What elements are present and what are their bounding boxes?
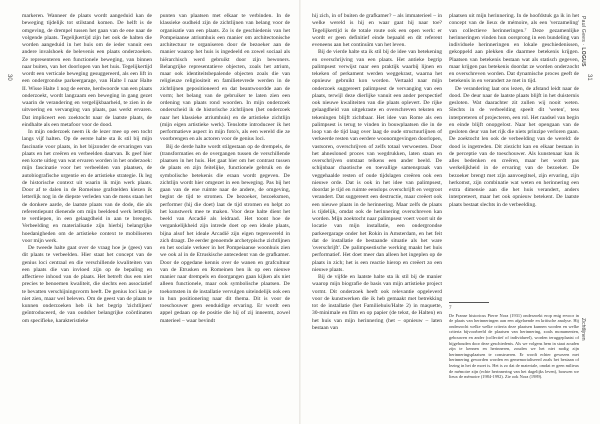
paragraph: De tweede halte gaat over de vraag hoe je (gees) van dit plaats te verbeelden. Hier staat het concept van de genius loci centraal en die verschillende kwaliteiten van een plaats die van invloed zijn op de bepaling en affectieve inhoud van de plaats. Het betreft dus een niet precies te benoemen kwaliteit, die slechts een associatief te bevatten verschijningsvorm heeft. De genius loci kan je niet zien, maar wel beleven. Om de geest van de plaats te kunnen onderzoeken heb ik het begrip 'zichtlijnen' geïntroduceerd, de van oudsher belangrijke coördinaten om specifieke, karakteristieke — [22, 245, 152, 324]
right-page-number: 31 — [586, 74, 592, 81]
paragraph: markeren. Wanneer de plaats wordt aangeduid kan de beweging tijdelijk tot stilstand komen. De helft is de omgeving, de drempel tussen het gaan van de ene naar de volgende plaats. Tegelijkertijd zijn het ook de halten die worden aangeduid in het huis om de ieder vanuit een andere invalshoek de belevenis een plaats onderzoeken. Ze representeren een functionele beweging, van binnen naar buiten, van het doorlopen van het huis. Tegelijkertijd wordt een verticale beweging gesuggereerd, als een lift in een ondergrondse parkeergarage, van Halte I naar Halte II. Wisse Halte 1 nog de eerste, herdwoorde van een plaats onderzoekt, wordt langzaam een beweging in gang gezet waarin de verandering en vergelijkbaarheid, te zien in de uitvoering en vervanging van plaats, pas werkt ervaren. Dat impliceert een zoektocht naar de laatste plaats, de eindhalte als een metafoor voor de dood. — [22, 13, 152, 128]
page-gutter — [299, 0, 301, 424]
paragraph: Bij de vierde halte sta ik stil bij de idee van betekening en overschrijving van een plaats. Het antieke begrip palimpsest verwijst naar een praktijk waarbij lijnen en tekeken of perkament werden weggekrast, waarna het opnieuw gebruikt kon worden. Vertaald naar mijn onderzoek suggereert palimpsest de vervanging van een plaats, terwijl deze dierlijke vanuit een ander perspectief ook nieuwe kwaliteiten van die plaats oplevert. De rijke gelaagdheid van uitgekraste en overschreven teksten en tekeningen blijft zichtbaar. Het idee van Rome als een palimpsest is terug te vinden in bouwplaatsen die in de loop van de tijd laag over laag de oude structuurlijnen of verkeerde resten van eerdere woonomgevingen doorlopen, vastsoren, overschrijven of zelfs totaal verwoesten. Door het ahnesloned proces van wegdrukken, laten staan en overschrijven ontstaat telkens een ander beeld. De schijnbaar chaotische en toevallige samenspraak van veggehaalde resten of oude tijdslagen creëren ook een nieuwe orde. Dat is ook in het idee van palimpsest, doordat je tijd en ruimte eenslops overschrijft en vergroot verandert. Dat suggereert een destructie, maar creëert ook een nieuwe plaats in de herinnering. Maar zelfs de plaats is tijdelijk, omdat ook de herinnering overschreven kan worden. Mijn zoektocht naar palimpsest voert voort uit de locatie van mijn installatie, een ondergrondse parkeergarage onder het Rokin in Amsterdam, en het feit dat de installatie de bestaande situatie als het ware 'overschrijft'. De palimpsestische werking maakt het huis performatief. Het doet meer dan alleen het ingeplen op de plaats in zich; het is een reactie hierop en creëert zo een nieuwe plaats. — [312, 49, 442, 273]
running-head-author: Paul Gees — [580, 16, 586, 43]
footnote-divider — [449, 302, 489, 303]
paragraph: hij zich, in of buiten de grafkamer? – als immaterieel – in welke wereld is hij en waar gaat hij naar toe? Tegelijkertijd is de totale route ook een open werk: er wordt er geen definitief einde bepaald en dit referent eveneens aan het continuïm van het leven. — [312, 13, 442, 48]
text-column-4 — [449, 13, 579, 299]
footnote-number: 7 — [449, 306, 452, 311]
paragraph: Bij de vijfde en laatste halte sta ik stil bij de manier waarop mijn biografie de basis van mijn artistieke project vormt. Dit onderzoek heeft ook relevantie opgeleverd voor de kunstwerken die ik heb gemaakt met betrekking tot de installatie (het Familiehuis/Halte 2) in maquette, 30-minimale en film en op papier (de tekst, de Halten) en het huis van mijn herinnering (het – opnieuw – laten bestaan van — [312, 274, 442, 331]
running-head: Paul Gees · LOGUS — [580, 16, 586, 67]
paragraph: De verandering laat ons lezen, de afstand leidt naar de dood. De deur naar de laatste plaats blijft in het duisternis gesloten. Wat daarachter zit zullen wij nooit weten. Slechts in de verbeelding speelt dit 'weten', tess interpreteren of projecteren, een rol. Het raadsel van begin en einde blijft onopgelost. Naar het opengaan van de gesloten deur van het rijk die niets prinzipe verloren gaan. De zoektocht len ook de verbeelding van de wereld: de dood is ingetreden. Dit ziezicht kan en elkaar bestaan in de perceptie van de toeschouwer. Als kunstenaar kan ik alles bedenken en creëren, maar het wordt pas werkelijkheid in de ervaring van de bezoeker. De bezoeker brengt met zijn aanvoegitsel, zijn ervaring, zijn herkomst, zijn combinatie wat weten en herinnering een extra dimensie aan die het huis verandert, anders interpreteert, maar het ook opnieuw betekent. De laatste plaats bestaat slechts in de verbeelding. — [449, 85, 579, 208]
section-label: Zichtlijnen — [580, 318, 586, 341]
paragraph: Bij de derde halte wordt stilgestaan op de drempels, de (transformaties en de overgangen tussen de verschillende plaatsen in het huis. Het gaat hier om het contrast tussen de plaats en zijn feitelijke, functionele gebruik en de symbolische betekenis die eraan wordt gegeven. De zichtlijn wordt hier omgezet in een beweging. Pas bij het gaan van de ene ruimte naar de andere, de omgeving, begint de tijd te stromen. De bezoeker, bezoeksmen, performer (hij die doet) laat de tijd stromen en helpt zo het kunstwerk mee te maken. Voor deze halte dient het beeld van Arcadië als leidraad. Het toont hoe de vergankelijkheid zijn intrede doet op een ideale plaats, bijna alsof het ideale Arcadië zijn eigen tegenwereld in zich draagt. De eerder genoemde archetypische zichtlijnen en het sociale verkeer in het Pompeiaanse woonhuis zien we ook al in de Etruskische antecedent van de grafkamer. Door de opgedane kennis over de wanen en grafcultuur van de Etrusken en Romeinen ben ik op een nieuwe manier naar drempels en doorgangen gaan kijken als niet alleen functionele, maar ook symbolische plaatsen. De toekomsten in de installatie vervulgen uiteindelijk ook een in hun positionering naar dit thema. Dit is voor de toeschouwer geen eenduidige ervaring. Er wordt een appel gedaan op de positie die hij of zij inneemt, zowel materieel – waar bevindt — [160, 143, 290, 324]
text-column-2 — [160, 13, 290, 395]
running-head-title: LOGUS — [580, 47, 586, 67]
paragraph: In mijn onderzoek neem ik de lezer mee op een tocht langs vijf halten. Op de eerste halte sta ik stil bij mijn fascinatie voor plaats, in het bijzonder de ervaringen van plaats en het creëren en verbeelden daarvan. Ik geef hier een korte uitleg van wat ervaren worden in het onderzoek: mijn fascinatie voor het verbeelden van plaatsen, de autobiografische urgentie en de artistieke strategie. Ik leg de historische context uit waarin ik mijn werk plaats. Door af te dalen in de Romeinse grafstelden kiezen ik letterlijk nog in de diepste verleden van de mens staan het de donkere aarde, de laatste plaats van de dode, die als referentiepunt dienende om mijn beeldend werk letterlijk te verdiepen, in een gelaagdheid in aan te brengen. Verbeelding en materialisatie zijn hierbij belangrijke hoedanigheden om de artistieke context te mobiliseren voor mijn werk. — [22, 129, 152, 244]
footnote — [449, 306, 579, 380]
left-page-number: 30 — [6, 74, 12, 81]
text-column-3 — [312, 13, 442, 395]
footnote-text: De Franse historicus Pierre Nora (1931) onderzoekt erop enig ervoor in de plaats van herinneringen aan een afgelaende en kritische analyse. Hij onderzocht welke welke criteria deze plaatsen kunnen worden en welke criteria bijvoorbeeld de plaatsen van herinnering, zoals monumenten, gebouwen en ander (collectief of individueel), worden teruggeplaatst of bijgehouden door deze geschiedenis. Als we volgens hem in staat zouden zijn te kennen en herinneren, zouden we het niet nodig zijn herinneringsplaatsen te construeren. Er wordt echter gewezen met herinnering geworden worden en gememorialiseerd zoals het bestaan of lezing in het de moet is. Het is zo dat de materiale, omdat er geen milieux de mémoire zijn (echte herinnering van het dagelijks leven), bouwen we lieux de mémoire (1984-1992). Zie ook Nora (1989). — [449, 312, 579, 380]
text-column-1 — [22, 13, 152, 395]
paragraph: plaatsen uit mijn herinnering. In de hoofdstuk ga ik in het concept van de lieux de mémoire, als een 'verzameling' van collectieve herinneringen.⁷ Deze gezamenlijke herinneringen vinden hun oorsprong in een bundeling van individuele herinneringen en lokale geschiedenissen, gekoppeld aan plekken die daarmee betekenis krijgen. Plaatsen van betekenis bestaan wat als statisch gegeven, maar krijgen pas betekenis doordat ze worden onderzocht en overschreven worden. Dat dynamische proces geeft de betekenis in en verandert ze met in tijd. — [449, 13, 579, 85]
paragraph: punten van plaatsen met elkaar te verbinden. In de klassieke oudheid zijn de zichtlijnen van belang voor de organisatie van een plaats. Zo is de geschiedenis van het Pompeiaanse atriumhuis een manier om architectonische architectuur te organiseren door de bezoeker aan de manier waarop het huis is ingedeeld en zowel sociaal als hiërarchisch werd gebruikt door zijn bewoners. Belangrijke representatieve objecten, zoals het atrium, maar ook identiteitsbepalende objecten zoals die van religieuze religiositeit en familietevrede werden in de zichtlijnen gepositioneerd en dat beantwoordde aan de vorm; het belang van de gebruiker te laten zien een ordening van plaats rond woorden. In mijn onderzoek onderscheid ik de historische zichtlijnen (het onderzoek naar het klassieke atriumhuis) en de artistieke zichtlijn (mijn eigen artistieke werk). Tenslotte introduceer ik het performatieve aspect in mijn foto's, als een wereld die ze voorbrengen en als actoren voor de genius loci. — [160, 13, 290, 143]
